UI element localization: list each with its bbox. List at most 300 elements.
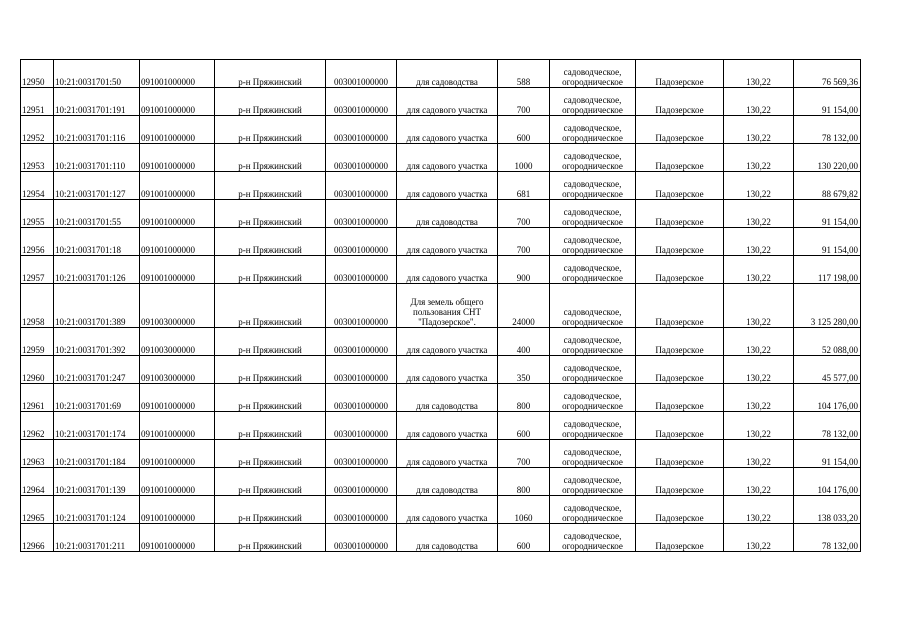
category-line-2: огородническое [562,457,623,467]
category-cell [550,468,636,496]
rate-cell [724,256,794,284]
settlement-name: Падозерское [655,133,704,143]
cadastral-value: 91 154,00 [822,245,858,255]
okato-code-cell [140,116,215,144]
cadastral-number-cell [54,412,140,440]
row-number-cell [21,256,54,284]
district-cell [215,284,326,328]
okato-code-cell [140,468,215,496]
cadastral-value: 91 154,00 [822,457,858,467]
rate-cell [724,144,794,172]
okato-code: 091001000000 [141,189,195,199]
row-number: 12966 [22,541,45,551]
area-cell [498,172,550,200]
table-row [21,412,861,440]
district-name: р-н Пряжинский [238,345,302,355]
row-number-cell [21,88,54,116]
specific-rate: 130,22 [746,429,771,439]
category-cell [550,256,636,284]
okato-code: 091001000000 [141,457,195,467]
land-area: 700 [516,245,531,255]
row-number-cell [21,60,54,88]
settlement-name: Падозерское [655,161,704,171]
category-line-1: садоводческое, [563,531,622,541]
land-use: для садоводства [416,401,478,411]
land-use: для садового участка [406,161,488,171]
oktmo-code-cell [326,200,397,228]
cadastral-value: 104 176,00 [817,485,858,495]
settlement-name: Падозерское [655,189,704,199]
category-line-1: садоводческое, [563,363,622,373]
category-line-2: огородническое [562,133,623,143]
district-cell [215,144,326,172]
oktmo-code-cell [326,256,397,284]
category-line-2: огородническое [562,541,623,551]
category-line-1: садоводческое, [563,123,622,133]
settlement-name: Падозерское [655,105,704,115]
cadastral-value-cell [794,412,861,440]
land-use: для садового участка [406,133,488,143]
oktmo-code: 003001000000 [334,457,388,467]
land-area: 600 [516,429,531,439]
category-cell [550,228,636,256]
okato-code: 091003000000 [141,345,195,355]
specific-rate: 130,22 [746,273,771,283]
cadastral-number: 10:21:0031701:116 [55,133,126,143]
cadastral-value: 91 154,00 [822,217,858,227]
oktmo-code: 003001000000 [334,429,388,439]
land-use-cell [397,200,498,228]
land-use-cell [397,228,498,256]
okato-code-cell [140,440,215,468]
land-cadastre-table [20,59,861,552]
specific-rate: 130,22 [746,77,771,87]
district-cell [215,116,326,144]
specific-rate: 130,22 [746,345,771,355]
cadastral-value-cell [794,228,861,256]
land-area: 400 [516,345,531,355]
rate-cell [724,116,794,144]
land-use-cell [397,524,498,552]
cadastral-value: 76 569,36 [822,77,858,87]
district-cell [215,228,326,256]
area-cell [498,496,550,524]
oktmo-code-cell [326,468,397,496]
okato-code-cell [140,144,215,172]
category-cell [550,496,636,524]
cadastral-value-cell [794,116,861,144]
row-number-cell [21,328,54,356]
cadastral-value: 78 132,00 [822,429,858,439]
area-cell [498,412,550,440]
rate-cell [724,524,794,552]
category-line-2: огородническое [562,513,623,523]
land-use: для садового участка [406,429,488,439]
category-cell [550,328,636,356]
land-use: для садового участка [406,189,488,199]
cadastral-value-cell [794,256,861,284]
land-use-cell [397,328,498,356]
okato-code: 091001000000 [141,429,195,439]
category-line-1: садоводческое, [563,95,622,105]
cadastral-number: 10:21:0031701:126 [55,273,126,283]
cadastral-number-cell [54,88,140,116]
okato-code: 091001000000 [141,133,195,143]
district-name: р-н Пряжинский [238,541,302,551]
okato-code-cell [140,524,215,552]
okato-code: 091001000000 [141,77,195,87]
category-line-1: садоводческое, [563,179,622,189]
cadastral-number-cell [54,228,140,256]
category-cell [550,144,636,172]
area-cell [498,328,550,356]
oktmo-code: 003001000000 [334,401,388,411]
district-cell [215,60,326,88]
category-cell [550,172,636,200]
oktmo-code: 003001000000 [334,77,388,87]
category-line-1: садоводческое, [563,307,622,317]
okato-code: 091001000000 [141,485,195,495]
cadastral-number: 10:21:0031701:124 [55,513,126,523]
okato-code-cell [140,328,215,356]
land-area: 681 [516,189,531,199]
land-use: Для земель общего пользования СНТ "Падозерское". [410,297,484,327]
cadastral-value: 104 176,00 [817,401,858,411]
table-row [21,284,861,328]
cadastral-number: 10:21:0031701:389 [55,317,126,327]
specific-rate: 130,22 [746,245,771,255]
cadastral-number-cell [54,172,140,200]
oktmo-code: 003001000000 [334,541,388,551]
cadastral-value-cell [794,284,861,328]
settlement-cell [636,468,724,496]
land-use-cell [397,172,498,200]
table-row [21,468,861,496]
district-name: р-н Пряжинский [238,245,302,255]
row-number-cell [21,468,54,496]
settlement-cell [636,524,724,552]
row-number: 12961 [22,401,45,411]
oktmo-code-cell [326,88,397,116]
district-cell [215,524,326,552]
settlement-cell [636,172,724,200]
area-cell [498,256,550,284]
row-number: 12950 [22,77,45,87]
oktmo-code-cell [326,328,397,356]
cadastral-value: 91 154,00 [822,105,858,115]
land-area: 700 [516,217,531,227]
settlement-cell [636,356,724,384]
oktmo-code-cell [326,440,397,468]
cadastral-value-cell [794,88,861,116]
category-cell [550,88,636,116]
row-number: 12955 [22,217,45,227]
settlement-name: Падозерское [655,457,704,467]
land-use: для садового участка [406,373,488,383]
oktmo-code-cell [326,228,397,256]
cadastral-value: 130 220,00 [817,161,858,171]
rate-cell [724,412,794,440]
cadastral-number-cell [54,356,140,384]
area-cell [498,144,550,172]
district-name: р-н Пряжинский [238,217,302,227]
oktmo-code: 003001000000 [334,133,388,143]
category-line-2: огородническое [562,217,623,227]
cadastral-number: 10:21:0031701:191 [55,105,126,115]
oktmo-code-cell [326,524,397,552]
category-line-2: огородническое [562,245,623,255]
row-number: 12963 [22,457,45,467]
okato-code: 091001000000 [141,245,195,255]
row-number: 12959 [22,345,45,355]
area-cell [498,356,550,384]
category-cell [550,356,636,384]
specific-rate: 130,22 [746,513,771,523]
table-row [21,200,861,228]
okato-code-cell [140,88,215,116]
settlement-name: Падозерское [655,245,704,255]
oktmo-code-cell [326,172,397,200]
cadastral-number: 10:21:0031701:247 [55,373,126,383]
category-cell [550,412,636,440]
oktmo-code-cell [326,284,397,328]
okato-code-cell [140,356,215,384]
land-use: для садоводства [416,485,478,495]
table-row [21,116,861,144]
area-cell [498,200,550,228]
oktmo-code: 003001000000 [334,189,388,199]
settlement-name: Падозерское [655,77,704,87]
rate-cell [724,328,794,356]
row-number: 12965 [22,513,45,523]
district-name: р-н Пряжинский [238,401,302,411]
cadastral-number: 10:21:0031701:392 [55,345,126,355]
category-line-1: садоводческое, [563,419,622,429]
oktmo-code: 003001000000 [334,105,388,115]
area-cell [498,440,550,468]
district-cell [215,88,326,116]
category-line-2: огородническое [562,161,623,171]
cadastral-value-cell [794,468,861,496]
table-row [21,328,861,356]
settlement-name: Падозерское [655,317,704,327]
category-line-2: огородническое [562,317,623,327]
district-name: р-н Пряжинский [238,429,302,439]
land-use: для садоводства [416,541,478,551]
land-use-cell [397,116,498,144]
settlement-cell [636,328,724,356]
specific-rate: 130,22 [746,373,771,383]
okato-code-cell [140,60,215,88]
district-cell [215,384,326,412]
specific-rate: 130,22 [746,217,771,227]
cadastral-number-cell [54,384,140,412]
oktmo-code-cell [326,384,397,412]
cadastral-number-cell [54,60,140,88]
land-area: 1000 [514,161,533,171]
area-cell [498,88,550,116]
land-use: для садоводства [416,77,478,87]
row-number: 12956 [22,245,45,255]
okato-code: 091001000000 [141,541,195,551]
category-line-2: огородническое [562,345,623,355]
row-number: 12957 [22,273,45,283]
cadastral-number-cell [54,440,140,468]
land-use-cell [397,384,498,412]
cadastral-value: 88 679,82 [822,189,858,199]
settlement-name: Падозерское [655,485,704,495]
row-number-cell [21,356,54,384]
row-number-cell [21,384,54,412]
okato-code-cell [140,284,215,328]
row-number-cell [21,412,54,440]
specific-rate: 130,22 [746,541,771,551]
land-area: 1060 [514,513,533,523]
oktmo-code-cell [326,116,397,144]
land-use: для садового участка [406,245,488,255]
table-row [21,144,861,172]
cadastral-value: 117 198,00 [817,273,858,283]
cadastral-number: 10:21:0031701:127 [55,189,126,199]
category-cell [550,200,636,228]
table-row [21,356,861,384]
district-cell [215,412,326,440]
cadastral-number: 10:21:0031701:139 [55,485,126,495]
district-cell [215,200,326,228]
rate-cell [724,284,794,328]
district-cell [215,496,326,524]
specific-rate: 130,22 [746,317,771,327]
land-area: 800 [516,401,531,411]
rate-cell [724,200,794,228]
okato-code: 091001000000 [141,273,195,283]
table-row [21,440,861,468]
oktmo-code: 003001000000 [334,217,388,227]
cadastral-number-cell [54,328,140,356]
district-name: р-н Пряжинский [238,273,302,283]
district-cell [215,356,326,384]
category-line-1: садоводческое, [563,67,622,77]
category-line-2: огородническое [562,273,623,283]
cadastral-number: 10:21:0031701:55 [55,217,122,227]
category-cell [550,440,636,468]
cadastral-number-cell [54,116,140,144]
category-line-1: садоводческое, [563,475,622,485]
settlement-cell [636,412,724,440]
district-name: р-н Пряжинский [238,77,302,87]
cadastral-number-cell [54,200,140,228]
rate-cell [724,468,794,496]
okato-code-cell [140,412,215,440]
row-number: 12964 [22,485,45,495]
row-number-cell [21,440,54,468]
cadastral-value: 78 132,00 [822,133,858,143]
oktmo-code: 003001000000 [334,273,388,283]
category-line-1: садоводческое, [563,447,622,457]
district-cell [215,328,326,356]
row-number-cell [21,496,54,524]
okato-code: 091001000000 [141,105,195,115]
settlement-cell [636,284,724,328]
row-number: 12953 [22,161,45,171]
category-cell [550,284,636,328]
settlement-cell [636,60,724,88]
cadastral-value: 52 088,00 [822,345,858,355]
category-line-1: садоводческое, [563,335,622,345]
cadastral-value: 138 033,20 [817,513,858,523]
okato-code: 091001000000 [141,401,195,411]
specific-rate: 130,22 [746,161,771,171]
table-body [21,60,861,552]
cadastral-value-cell [794,356,861,384]
settlement-cell [636,496,724,524]
land-use: для садового участка [406,105,488,115]
area-cell [498,116,550,144]
category-line-2: огородническое [562,77,623,87]
settlement-cell [636,116,724,144]
land-use: для садового участка [406,457,488,467]
cadastral-number-cell [54,144,140,172]
cadastral-number: 10:21:0031701:50 [55,77,122,87]
category-cell [550,60,636,88]
district-name: р-н Пряжинский [238,189,302,199]
row-number-cell [21,524,54,552]
settlement-cell [636,440,724,468]
oktmo-code: 003001000000 [334,161,388,171]
table-row [21,228,861,256]
rate-cell [724,440,794,468]
category-line-2: огородническое [562,429,623,439]
okato-code: 091001000000 [141,217,195,227]
rate-cell [724,384,794,412]
cadastral-value-cell [794,384,861,412]
cadastral-value-cell [794,524,861,552]
settlement-name: Падозерское [655,217,704,227]
rate-cell [724,172,794,200]
okato-code: 091001000000 [141,513,195,523]
land-area: 600 [516,541,531,551]
row-number-cell [21,172,54,200]
category-line-1: садоводческое, [563,151,622,161]
okato-code-cell [140,172,215,200]
specific-rate: 130,22 [746,189,771,199]
oktmo-code-cell [326,356,397,384]
land-use: для садового участка [406,273,488,283]
land-use-cell [397,60,498,88]
cadastral-value: 45 577,00 [822,373,858,383]
row-number: 12952 [22,133,45,143]
district-name: р-н Пряжинский [238,373,302,383]
table-row [21,524,861,552]
table-row [21,256,861,284]
okato-code-cell [140,496,215,524]
row-number-cell [21,144,54,172]
category-line-2: огородническое [562,485,623,495]
district-name: р-н Пряжинский [238,317,302,327]
category-line-1: садоводческое, [563,503,622,513]
land-use-cell [397,468,498,496]
specific-rate: 130,22 [746,133,771,143]
cadastral-number: 10:21:0031701:110 [55,161,126,171]
land-use-cell [397,356,498,384]
area-cell [498,284,550,328]
oktmo-code-cell [326,144,397,172]
oktmo-code: 003001000000 [334,513,388,523]
cadastral-value-cell [794,172,861,200]
row-number-cell [21,116,54,144]
land-area: 24000 [512,317,535,327]
cadastral-value: 3 125 280,00 [810,317,858,327]
